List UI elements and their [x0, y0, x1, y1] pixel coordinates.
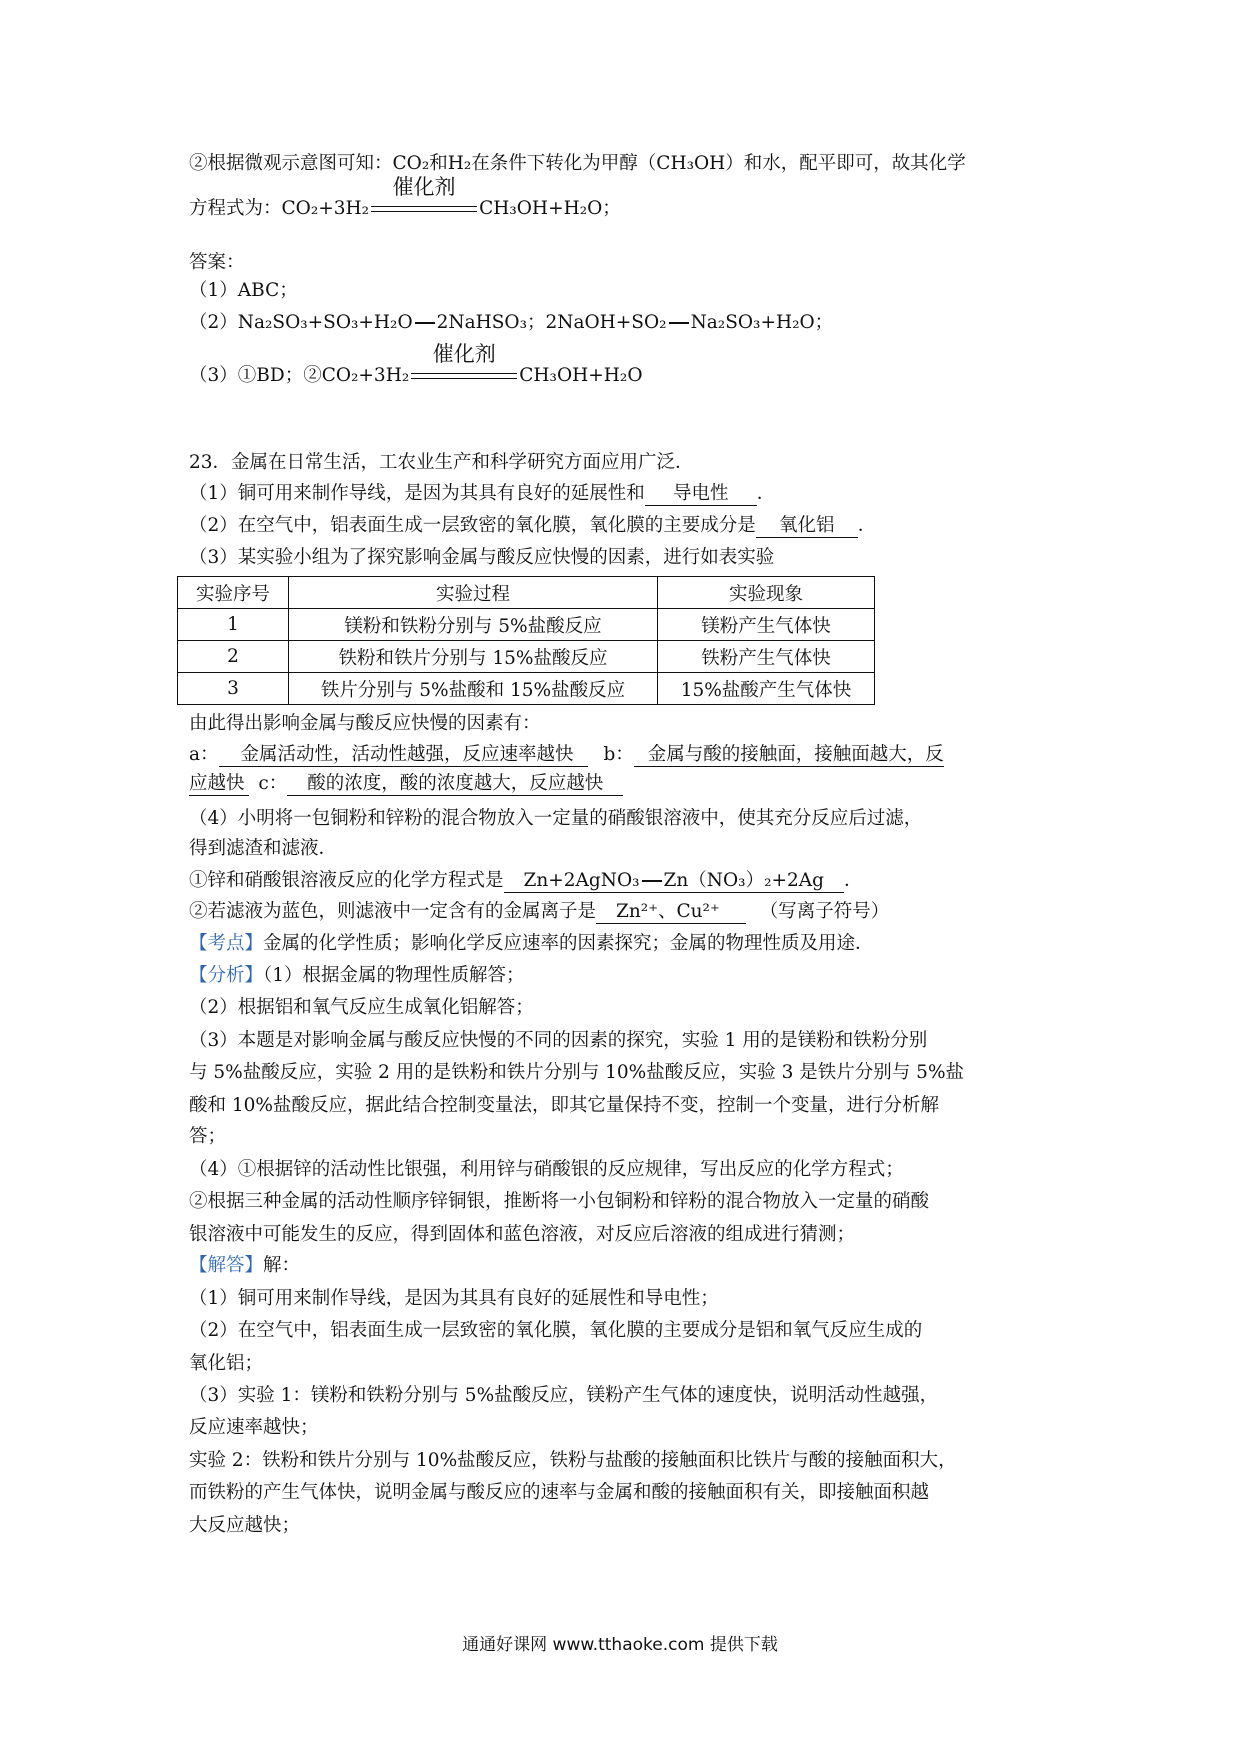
factor-a-label: a：	[189, 744, 219, 765]
kaodian-tag: 【考点】	[189, 933, 264, 954]
equals-bar	[669, 322, 689, 324]
part-1-answer: 导电性	[645, 483, 757, 506]
table-cell: 铁粉和铁片分别与 15%盐酸反应	[289, 641, 658, 673]
solution-line: 反应速率越快；	[189, 1417, 319, 1438]
table-header-row	[178, 577, 875, 609]
fenxi-line: ②根据三种金属的活动性顺序锌铜银，推断将一小包铜粉和锌粉的混合物放入一定量的硝酸	[189, 1191, 930, 1212]
equation-left: 方程式为：CO₂+3H₂	[189, 198, 370, 219]
question-part-1	[189, 481, 775, 507]
catalyst-label: 催化剂	[432, 342, 496, 366]
table-cell: 铁片分别与 5%盐酸和 15%盐酸反应	[289, 673, 658, 705]
fenxi-tag: 【分析】	[189, 965, 264, 986]
equals-bar	[642, 880, 662, 882]
part-4-1-answer	[504, 870, 844, 893]
table-header: 实验序号	[178, 577, 289, 609]
equation-line	[189, 175, 621, 222]
part-2-end: ．	[857, 515, 877, 536]
question-part-3: （3）某实验小组为了探究影响金属与酸反应快慢的因素，进行如表实验	[189, 547, 775, 568]
question-part-4-2	[189, 899, 889, 925]
answer-3	[189, 342, 643, 389]
table-cell: 1	[178, 609, 289, 641]
fenxi-line: 银溶液中可能发生的反应，得到固体和蓝色溶液，对反应后溶液的组成进行猜测；	[189, 1224, 856, 1245]
fenxi-line: （4）①根据锌的活动性比银强，利用锌与硝酸银的反应规律，写出反应的化学方程式；	[189, 1159, 904, 1180]
solution-line: （2）在空气中，铝表面生成一层致密的氧化膜，氧化膜的主要成分是铝和氧气反应生成的	[189, 1320, 923, 1341]
part-4-2-text: ②若滤液为蓝色，则滤液中一定含有的金属离子是	[189, 901, 597, 922]
question-part-2	[189, 513, 876, 539]
equation-products: Zn（NO₃）₂+2Ag	[663, 870, 824, 891]
table-cell: 3	[178, 673, 289, 705]
question-part-4-1	[189, 868, 862, 894]
fenxi-text: （1）根据金属的物理性质解答；	[263, 965, 525, 986]
factors-intro: 由此得出影响金属与酸反应快慢的因素有：	[189, 713, 541, 734]
factor-c-answer: 酸的浓度，酸的浓度越大，反应越快	[287, 773, 623, 796]
equals-bar	[415, 322, 435, 324]
fenxi-line: 与 5%盐酸反应，实验 2 用的是铁粉和铁片分别与 10%盐酸反应，实验 3 是铁片分别与 5%盐	[189, 1062, 965, 1083]
fenxi-line: 答；	[189, 1126, 227, 1147]
fenxi-line: （2）根据铝和氧气反应生成氧化铝解答；	[189, 997, 534, 1018]
jieda-tag: 【解答】	[189, 1255, 264, 1276]
factor-b-answer-cont: 应越快	[189, 773, 249, 796]
answer-1: （1）ABC；	[189, 280, 298, 301]
part-4-1-text: ①锌和硝酸银溶液反应的化学方程式是	[189, 870, 504, 891]
fenxi-line: 酸和 10%盐酸反应，据此结合控制变量法，即其它量保持不变，控制一个变量，进行分析解	[189, 1095, 940, 1116]
table-cell: 铁粉产生气体快	[658, 641, 875, 673]
fenxi-line	[189, 963, 525, 989]
answer-title: 答案：	[189, 252, 245, 273]
factors-line-2	[189, 771, 623, 797]
experiment-table	[177, 576, 875, 705]
catalyst-equals-sign	[411, 342, 517, 387]
table-cell: 镁粉产生气体快	[658, 609, 875, 641]
solution-line: （1）铜可用来制作导线，是因为其具有良好的延展性和导电性；	[189, 1288, 719, 1309]
solution-line: 大反应越快；	[189, 1515, 301, 1536]
jieda-line	[189, 1253, 300, 1279]
part-1-end: ．	[756, 483, 776, 504]
factors-line-1	[189, 742, 944, 768]
table-header: 实验过程	[289, 577, 658, 609]
question-title: 23．金属在日常生活，工农业生产和科学研究方面应用广泛．	[189, 452, 694, 473]
part-2-answer: 氧化铝	[756, 515, 858, 538]
part-4-2-answer: Zn²⁺、Cu²⁺	[596, 901, 746, 924]
answer-3-right: CH₃OH+H₂O	[519, 365, 643, 386]
part-2-text: （2）在空气中，铝表面生成一层致密的氧化膜，氧化膜的主要成分是	[189, 515, 756, 536]
solution-line: 而铁粉的产生气体快，说明金属与酸反应的速率与金属和酸的接触面积有关，即接触面积越	[189, 1482, 930, 1503]
factor-c-label: c：	[258, 773, 288, 794]
table-cell: 2	[178, 641, 289, 673]
part-4-1-end: ．	[843, 870, 863, 891]
kaodian-text: 金属的化学性质；影响化学反应速率的因素探究；金属的物理性质及用途．	[263, 933, 874, 954]
part-4-2-note: （写离子符号）	[759, 901, 890, 922]
solution-line: （3）实验 1：镁粉和铁粉分别与 5%盐酸反应，镁粉产生气体的速度快，说明活动性越强，	[189, 1385, 939, 1406]
table-row	[178, 673, 875, 705]
answer-3-left: （3）①BD；②CO₂+3H₂	[189, 365, 410, 386]
catalyst-equals-sign	[371, 175, 477, 220]
part-1-text: （1）铜可用来制作导线，是因为其具有良好的延展性和	[189, 483, 645, 504]
factor-a-answer: 金属活动性，活动性越强，反应速率越快	[219, 744, 588, 767]
table-cell: 镁粉和铁粉分别与 5%盐酸反应	[289, 609, 658, 641]
factor-b-label: b：	[603, 744, 634, 765]
table-cell: 15%盐酸产生气体快	[658, 673, 875, 705]
page-footer: 通通好课网 www.tthaoke.com 提供下载	[462, 1635, 778, 1655]
question-part-4-cont: 得到滤渣和滤液．	[189, 838, 338, 859]
answer-2-part-a: （2）Na₂SO₃+SO₃+H₂O	[189, 312, 413, 333]
equation-right: CH₃OH+H₂O；	[479, 198, 621, 219]
table-row	[178, 641, 875, 673]
solution-line: ②根据微观示意图可知：CO₂和H₂在条件下转化为甲醇（CH₃OH）和水，配平即可，故其化学	[189, 153, 966, 174]
equation-reactants: Zn+2AgNO₃	[523, 870, 640, 891]
kaodian-line	[189, 931, 874, 957]
question-part-4: （4）小明将一包铜粉和锌粉的混合物放入一定量的硝酸银溶液中，使其充分反应后过滤，	[189, 808, 923, 829]
factor-b-answer: 金属与酸的接触面，接触面越大，反	[634, 744, 944, 767]
answer-2	[189, 310, 833, 336]
solution-line: 实验 2：铁粉和铁片分别与 10%盐酸反应，铁粉与盐酸的接触面积比铁片与酸的接触面积大，	[189, 1450, 957, 1471]
jieda-text: 解：	[263, 1255, 301, 1276]
answer-2-part-c: Na₂SO₃+H₂O；	[690, 312, 834, 333]
answer-2-part-b: 2NaHSO₃；2NaOH+SO₂	[436, 312, 667, 333]
catalyst-label: 催化剂	[392, 175, 456, 199]
table-row	[178, 609, 875, 641]
table-header: 实验现象	[658, 577, 875, 609]
solution-line: 氧化铝；	[189, 1353, 264, 1374]
fenxi-line: （3）本题是对影响金属与酸反应快慢的不同的因素的探究，实验 1 用的是镁粉和铁粉分别	[189, 1030, 928, 1051]
